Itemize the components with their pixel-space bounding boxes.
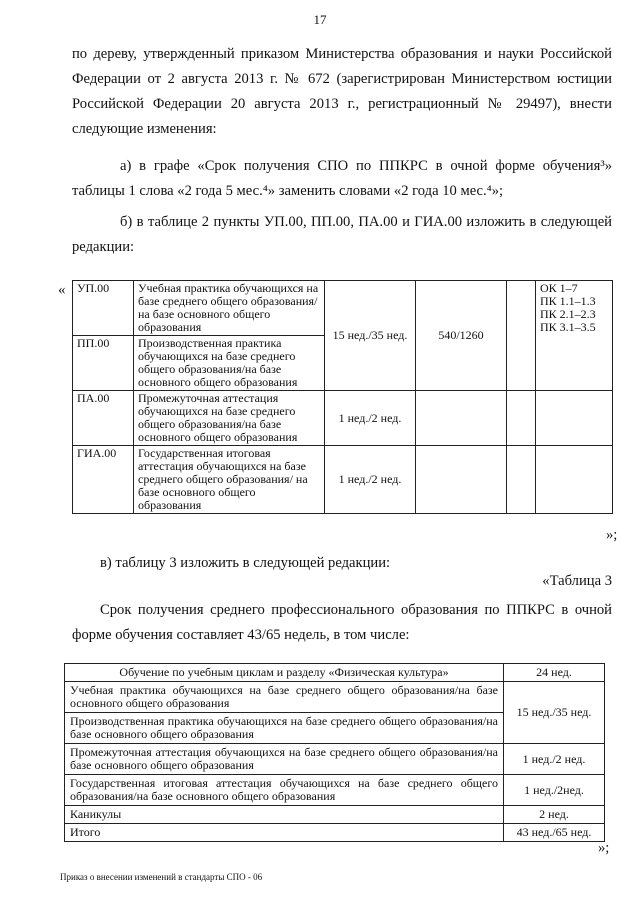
table-row bbox=[73, 391, 613, 446]
competency-item: ПК 2.1–2.3 bbox=[540, 307, 596, 321]
table2-code: ПА.00 bbox=[73, 391, 134, 446]
table3-label: Учебная практика обучающихся на базе среднего общего образования/на базе основного общего образования bbox=[65, 682, 504, 713]
summary-line-1: Срок получения среднего профессионального образования по ППКРС в очной bbox=[100, 602, 612, 618]
table3-value: 2 нед. bbox=[504, 806, 605, 824]
table3-label: Итого bbox=[65, 824, 504, 842]
table-row bbox=[65, 824, 605, 842]
intro-line-4: следующие изменения: bbox=[72, 121, 217, 137]
table3-caption: «Таблица 3 bbox=[542, 573, 612, 589]
table2-close-quote: »; bbox=[606, 527, 618, 543]
table2-name: Промежуточная аттестация обучающихся на базе среднего общего образования/на базе основного общего образования bbox=[134, 391, 325, 446]
table2-open-quote: « bbox=[58, 282, 66, 298]
table-3 bbox=[64, 663, 605, 842]
table2-name: Учебная практика обучающихся на базе среднего общего образования/на базе основного общего образования bbox=[134, 281, 325, 336]
page-number: 17 bbox=[313, 12, 327, 27]
table3-label: Промежуточная аттестация обучающихся на базе среднего общего образования/на базе основного общего образования bbox=[65, 744, 504, 775]
table2-empty-cell bbox=[536, 446, 613, 514]
competency-item: ПК 3.1–3.5 bbox=[540, 320, 596, 334]
table-row bbox=[73, 281, 613, 336]
intro-line-1: по дереву, утвержденный приказом Министерства образования и науки Российской bbox=[72, 46, 612, 62]
table-row bbox=[65, 806, 605, 824]
footer-note: Приказ о внесении изменений в стандарты СПО - 06 bbox=[60, 872, 263, 882]
table2-competencies bbox=[536, 281, 613, 391]
table3-label: Производственная практика обучающихся на базе среднего общего образования/на базе основного общего образования bbox=[65, 713, 504, 744]
table2-merged-hours: 540/1260 bbox=[416, 281, 507, 391]
table2-empty-cell bbox=[536, 391, 613, 446]
table2-empty-cell bbox=[416, 446, 507, 514]
table3-label: Государственная итоговая аттестация обучающихся на базе среднего общего образования/на базе основного общего образования bbox=[65, 775, 504, 806]
table3-value: 43 нед./65 нед. bbox=[504, 824, 605, 842]
table3-label: Каникулы bbox=[65, 806, 504, 824]
table2-empty-cell bbox=[507, 391, 536, 446]
competency-item: ОК 1–7 bbox=[540, 281, 578, 295]
table2-code: ПП.00 bbox=[73, 336, 134, 391]
table2-empty-cell bbox=[507, 281, 536, 391]
table-row bbox=[65, 775, 605, 806]
table2-duration: 1 нед./2 нед. bbox=[325, 446, 416, 514]
table2-merged-duration: 15 нед./35 нед. bbox=[325, 281, 416, 391]
table-row bbox=[73, 446, 613, 514]
table3-label: Обучение по учебным циклам и разделу «Физическая культура» bbox=[65, 664, 504, 682]
table2-name: Государственная итоговая аттестация обучающихся на базе среднего общего образования/ на базе основного общего образования bbox=[134, 446, 325, 514]
intro-line-2: Федерации от 2 августа 2013 г. № 672 (зарегистрирован Министерством юстиции bbox=[72, 71, 612, 87]
table3-close-quote: »; bbox=[598, 840, 610, 856]
table3-merged-value: 15 нед./35 нед. bbox=[504, 682, 605, 744]
table3-value: 1 нед./2 нед. bbox=[504, 744, 605, 775]
table2-code: ГИА.00 bbox=[73, 446, 134, 514]
item-a-line-1: а) в графе «Срок получения СПО по ППКРС в очной форме обучения³» bbox=[120, 158, 612, 174]
table3-value: 1 нед./2нед. bbox=[504, 775, 605, 806]
table-row bbox=[65, 744, 605, 775]
table2-code: УП.00 bbox=[73, 281, 134, 336]
item-b-line-1: б) в таблице 2 пункты УП.00, ПП.00, ПА.00 и ГИА.00 изложить в следующей bbox=[120, 214, 612, 230]
item-c: в) таблицу 3 изложить в следующей редакции: bbox=[100, 555, 391, 571]
table2-empty-cell bbox=[507, 446, 536, 514]
table-row bbox=[65, 682, 605, 713]
table2-empty-cell bbox=[416, 391, 507, 446]
competency-item: ПК 1.1–1.3 bbox=[540, 294, 596, 308]
table-2-excerpt bbox=[72, 280, 613, 514]
table3-value: 24 нед. bbox=[504, 664, 605, 682]
item-b-line-2: редакции: bbox=[72, 239, 135, 255]
summary-line-2: форме обучения составляет 43/65 недель, в том числе: bbox=[72, 627, 410, 643]
table2-name: Производственная практика обучающихся на базе среднего общего образования/на базе основного общего образования bbox=[134, 336, 325, 391]
item-a-line-2: таблицы 1 слова «2 года 5 мес.⁴» заменить словами «2 года 10 мес.⁴»; bbox=[72, 183, 504, 199]
intro-line-3: Российской Федерации 20 августа 2013 г., регистрационный № 29497), внести bbox=[72, 96, 612, 112]
table-row bbox=[65, 664, 605, 682]
table2-duration: 1 нед./2 нед. bbox=[325, 391, 416, 446]
